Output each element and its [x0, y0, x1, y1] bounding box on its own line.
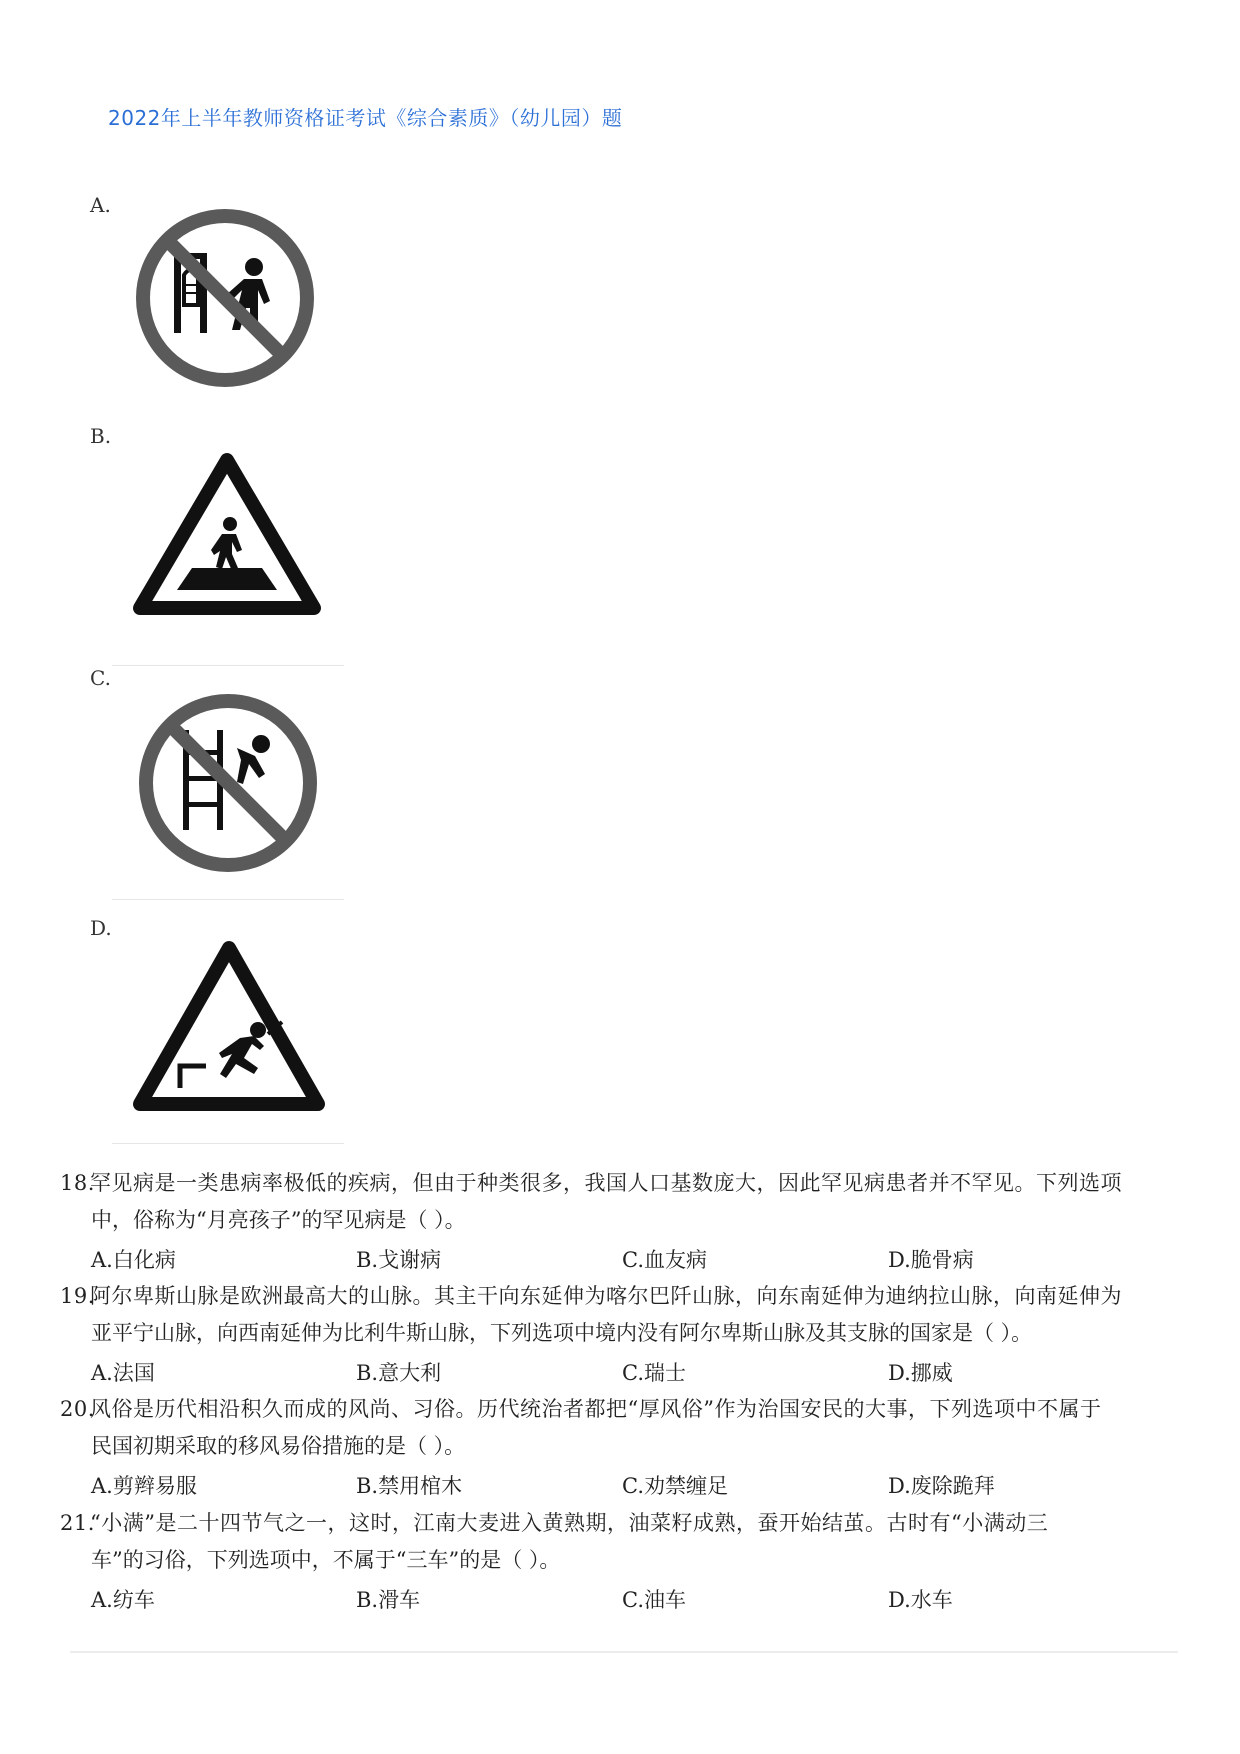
divider-line [112, 1143, 344, 1144]
choice-c[interactable]: C.油车 [622, 1588, 686, 1612]
choice-c[interactable]: C.劝禁缠足 [622, 1474, 728, 1498]
option-label-b: B. [90, 424, 112, 448]
page-header-title: 2022年上半年教师资格证考试《综合素质》（幼儿园）题 [108, 106, 623, 130]
question-stem-line2: 亚平宁山脉，向西南延伸为比利牛斯山脉，下列选项中境内没有阿尔卑斯山脉及其支脉的国家是（ ）。 [91, 1321, 1033, 1345]
no-climbing-prohibition-sign-icon [135, 690, 321, 876]
question-20-text [60, 1392, 1150, 1426]
question-18-text [60, 1166, 1150, 1200]
choice-d[interactable]: D.废除跪拜 [888, 1474, 995, 1498]
question-stem-line1: 罕见病是一类患病率极低的疾病，但由于种类很多，我国人口基数庞大，因此罕见病患者并不罕见。下列选项 [90, 1171, 1122, 1195]
question-number: 21. [60, 1511, 95, 1535]
choice-d[interactable]: D.脆骨病 [888, 1248, 974, 1272]
choice-b[interactable]: B.禁用棺木 [356, 1474, 463, 1498]
choice-d[interactable]: D.挪威 [888, 1361, 953, 1385]
choice-a[interactable]: A.法国 [91, 1361, 155, 1385]
question-number: 19. [60, 1284, 95, 1308]
choice-d[interactable]: D.水车 [888, 1588, 953, 1612]
no-entering-prohibition-sign-icon [132, 205, 318, 391]
question-19-text [60, 1279, 1150, 1313]
question-stem-line2: 车”的习俗，下列选项中，不属于“三车”的是（ ）。 [91, 1548, 561, 1572]
question-21-text [60, 1506, 1150, 1540]
question-stem-line1: 阿尔卑斯山脉是欧洲最高大的山脉。其主干向东延伸为喀尔巴阡山脉，向东南延伸为迪纳拉山脉，向南延伸为 [90, 1284, 1122, 1308]
choice-a[interactable]: A.白化病 [91, 1248, 176, 1272]
option-label-c: C. [90, 666, 111, 690]
choice-b[interactable]: B.滑车 [356, 1588, 421, 1612]
option-label-d: D. [90, 916, 112, 940]
choice-a[interactable]: A.纺车 [91, 1588, 155, 1612]
question-stem-line2: 中，俗称为“月亮孩子”的罕见病是（ ）。 [91, 1208, 466, 1232]
choice-b[interactable]: B.意大利 [356, 1361, 442, 1385]
choice-b[interactable]: B.戈谢病 [356, 1248, 442, 1272]
footer-divider [70, 1651, 1178, 1653]
choice-c[interactable]: C.血友病 [622, 1248, 707, 1272]
option-label-a: A. [90, 193, 111, 217]
question-stem-line2: 民国初期采取的移风易俗措施的是（ ）。 [91, 1434, 466, 1458]
question-number: 20. [60, 1397, 95, 1421]
question-stem-line1: 风俗是历代相沿积久而成的风尚、习俗。历代统治者都把“厚风俗”作为治国安民的大事，下列选项中不属于 [90, 1397, 1102, 1421]
choice-c[interactable]: C.瑞士 [622, 1361, 686, 1385]
divider-line [112, 899, 344, 900]
question-number: 18. [60, 1171, 95, 1195]
question-stem-line1: “小满”是二十四节气之一，这时，江南大麦进入黄熟期，油菜籽成熟，蚕开始结茧。古时有“小满动三 [90, 1511, 1049, 1535]
caution-fall-warning-sign-icon [132, 938, 326, 1116]
choice-a[interactable]: A.剪辫易服 [91, 1474, 197, 1498]
caution-step-warning-sign-icon [132, 450, 322, 620]
divider-line [112, 665, 344, 666]
